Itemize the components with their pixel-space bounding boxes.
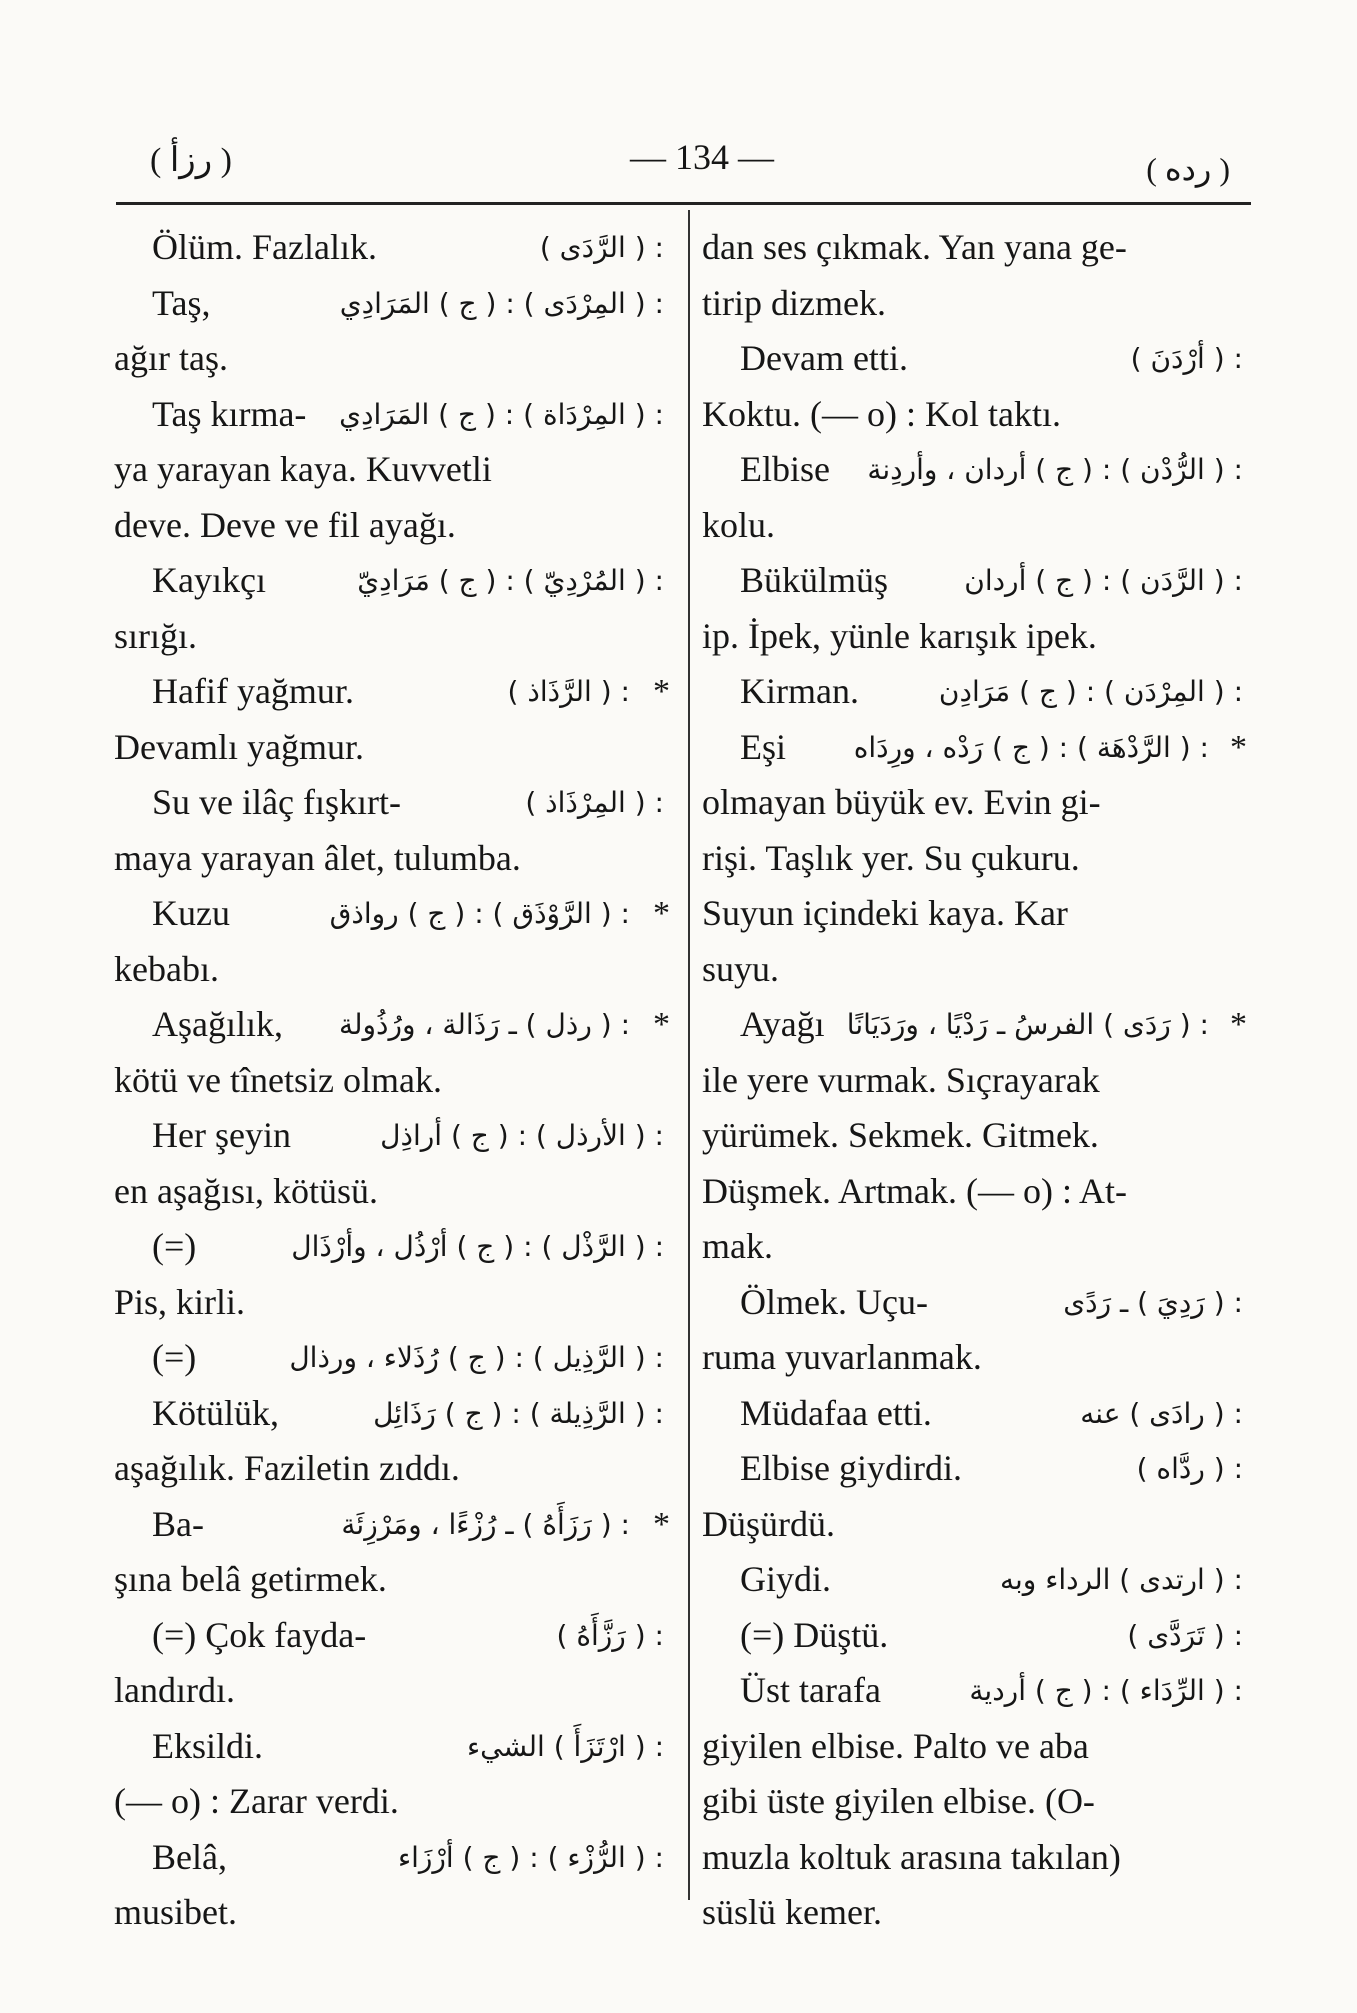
line-text: Ölmek. Uçu-: [740, 1281, 928, 1322]
line-text: Eşi: [740, 726, 787, 767]
arabic-headword: : ( الرَّذِيلة ) : ( ج ) رَذَائِل: [373, 1396, 664, 1430]
page-number: — 134 —: [630, 137, 774, 177]
line-text: muzla koltuk arasına takılan): [702, 1836, 1121, 1877]
header-right-word: ( رده ): [1146, 151, 1230, 187]
line-text: Bükülmüş: [740, 560, 889, 600]
line-text: deve. Deve ve fil ayağı.: [114, 504, 456, 545]
arabic-headword: : ( رادَى ) عنه: [1080, 1396, 1243, 1430]
dictionary-line: [702, 498, 1247, 554]
dictionary-line: [114, 1219, 670, 1275]
line-text: Devamlı yağmur.: [114, 726, 364, 767]
dictionary-line: [702, 1774, 1247, 1830]
line-text: Düşmek. Artmak. (— o) : At-: [702, 1170, 1127, 1211]
arabic-headword: : ( الرَّدْهَة ) : ( ج ) رَدْه ، ورِدَاه: [853, 730, 1209, 764]
line-text: Koktu. (— o) : Kol taktı.: [702, 393, 1061, 434]
line-text: süslü kemer.: [702, 1892, 882, 1932]
line-text: kolu.: [702, 504, 776, 545]
line-text: Belâ,: [152, 1836, 227, 1877]
entry-star-marker: *: [653, 1505, 670, 1543]
arabic-headword: : ( الرِّدَاء ) : ( ج ) أردية: [969, 1674, 1243, 1707]
dictionary-line: [114, 1774, 670, 1830]
arabic-headword: : ( ردَّاه ): [1136, 1452, 1243, 1485]
line-text: Devam etti.: [740, 338, 908, 378]
line-text: ip. İpek, yünle karışık ipek.: [702, 615, 1097, 656]
dictionary-line: [702, 553, 1247, 609]
line-text: Müdafaa etti.: [740, 1392, 932, 1433]
arabic-headword: : ( الرَّذِيل ) : ( ج ) رُذَلاء ، ورذال: [289, 1341, 664, 1374]
arabic-headword: : ( الرَّوْذَق ) : ( ج ) رواذق: [329, 897, 630, 930]
line-text: landırdı.: [114, 1670, 235, 1710]
line-text: Kötülük,: [152, 1392, 280, 1433]
arabic-headword: : ( الرُّزْء ) : ( ج ) أرْزَاء: [397, 1840, 664, 1874]
line-text: şına belâ getirmek.: [114, 1559, 387, 1599]
dictionary-line: [702, 775, 1247, 831]
dictionary-line: [702, 1885, 1247, 1941]
dictionary-line: [114, 720, 670, 776]
arabic-headword: : ( الأرذل ) : ( ج ) أراذِل: [380, 1119, 664, 1152]
dictionary-line: [702, 1497, 1247, 1553]
line-text: Suyun içindeki kaya. Kar: [702, 893, 1068, 933]
dictionary-line: [702, 886, 1247, 942]
dictionary-line: [114, 331, 670, 387]
line-text: dan ses çıkmak. Yan yana ge-: [702, 227, 1127, 267]
line-text: gibi üste giyilen elbise. (O-: [702, 1781, 1095, 1821]
line-text: Ölüm. Fazlalık.: [152, 227, 377, 267]
line-text: Hafif yağmur.: [152, 671, 354, 711]
dictionary-line: [702, 997, 1247, 1053]
dictionary-line: [114, 1108, 670, 1164]
dictionary-line: [114, 1608, 670, 1664]
arabic-headword: : ( الرَّذْل ) : ( ج ) أرْذُل ، وأرْذَال: [291, 1230, 664, 1263]
line-text: (=): [152, 1226, 197, 1266]
dictionary-line: [114, 220, 670, 276]
line-text: ruma yuvarlanmak.: [702, 1337, 982, 1377]
arabic-headword: : ( أرْدَنَ ): [1130, 342, 1243, 375]
dictionary-line: [702, 442, 1247, 498]
dictionary-line: [702, 1719, 1247, 1775]
dictionary-line: [114, 609, 670, 665]
line-text: musibet.: [114, 1892, 237, 1932]
line-text: Taş kırma-: [152, 393, 307, 434]
dictionary-line: [114, 1441, 670, 1497]
dictionary-line: [114, 997, 670, 1053]
entry-star-marker: *: [653, 895, 670, 932]
line-text: ağır taş.: [114, 338, 228, 378]
line-text: rişi. Taşlık yer. Su çukuru.: [702, 837, 1080, 878]
line-text: maya yarayan âlet, tulumba.: [114, 837, 521, 878]
arabic-headword: : ( الرُّدْن ) : ( ج ) أردان ، وأردِنة: [867, 453, 1243, 486]
line-text: tirip dizmek.: [702, 282, 886, 323]
line-text: Eksildi.: [152, 1725, 264, 1766]
dictionary-line: [702, 1663, 1247, 1719]
arabic-headword: : ( المِرْدَى ) : ( ج ) المَرَادِي: [339, 286, 664, 320]
dictionary-line: [702, 1330, 1247, 1386]
line-text: aşağılık. Faziletin zıddı.: [114, 1448, 460, 1488]
arabic-headword: : ( ارتدى ) الرداء وبه: [1000, 1563, 1243, 1596]
line-text: Kuzu: [152, 893, 230, 933]
dictionary-line: [114, 942, 670, 998]
line-text: Taş,: [152, 282, 211, 323]
line-text: ya yarayan kaya. Kuvvetli: [114, 449, 492, 489]
dictionary-line: [114, 1663, 670, 1719]
dictionary-line: [114, 276, 670, 332]
line-text: (=) Çok fayda-: [152, 1614, 367, 1655]
line-text: kötü ve tînetsiz olmak.: [114, 1059, 442, 1100]
arabic-headword: : ( رَزَأَهُ ) ـ رُزْءًا ، ومَرْزِئَة: [341, 1507, 630, 1541]
dictionary-line: [114, 886, 670, 942]
dictionary-line: [114, 1552, 670, 1608]
header-left-word: ( رزأ ): [150, 142, 232, 179]
line-text: Üst tarafa: [740, 1670, 881, 1710]
dictionary-line: [114, 1275, 670, 1331]
line-text: (=) Düştü.: [740, 1614, 889, 1655]
line-text: Su ve ilâç fışkırt-: [152, 782, 401, 822]
line-text: en aşağısı, kötüsü.: [114, 1170, 378, 1211]
line-text: Aşağılık,: [152, 1004, 283, 1044]
dictionary-line: [702, 1552, 1247, 1608]
entry-star-marker: *: [1230, 728, 1247, 766]
arabic-headword: : ( رذل ) ـ رَذَالة ، ورُذُولة: [338, 1008, 630, 1041]
line-text: suyu.: [702, 948, 780, 989]
arabic-headword: : ( الرَّدَى ): [539, 231, 664, 264]
line-text: Kayıkçı: [152, 560, 266, 600]
column-divider: [688, 210, 690, 1900]
line-text: (— o) : Zarar verdi.: [114, 1781, 399, 1821]
dictionary-line: [114, 1497, 670, 1553]
line-text: (=): [152, 1337, 197, 1377]
line-text: Düşürdü.: [702, 1503, 835, 1544]
dictionary-line: [114, 1719, 670, 1775]
entry-star-marker: *: [653, 673, 670, 710]
right-column: [702, 220, 1247, 1941]
dictionary-line: [702, 942, 1247, 998]
page-header: [120, 137, 1250, 190]
dictionary-line: [114, 1386, 670, 1442]
arabic-headword: : ( ارْتَزَأَ ) الشيء: [467, 1729, 664, 1763]
dictionary-line: [702, 1830, 1247, 1886]
dictionary-line: [114, 1164, 670, 1220]
line-text: yürümek. Sekmek. Gitmek.: [702, 1115, 1099, 1155]
line-text: mak.: [702, 1226, 773, 1266]
line-text: ile yere vurmak. Sıçrayarak: [702, 1059, 1100, 1100]
entry-star-marker: *: [1230, 1006, 1247, 1043]
dictionary-line: [114, 387, 670, 443]
dictionary-line: [114, 831, 670, 887]
dictionary-line: [702, 1275, 1247, 1331]
dictionary-line: [114, 442, 670, 498]
dictionary-line: [702, 387, 1247, 443]
line-text: Ba-: [152, 1503, 204, 1544]
line-text: Elbise giydirdi.: [740, 1448, 962, 1488]
arabic-headword: : ( رَدَى ) الفرسُ ـ رَدْيًا ، ورَدَيَانًا: [846, 1008, 1209, 1041]
line-text: sırığı.: [114, 615, 198, 656]
dictionary-line: [114, 1830, 670, 1886]
line-text: kebabı.: [114, 948, 219, 989]
dictionary-line: [702, 720, 1247, 776]
dictionary-line: [702, 1108, 1247, 1164]
dictionary-line: [114, 775, 670, 831]
dictionary-line: [114, 498, 670, 554]
dictionary-line: [114, 1885, 670, 1941]
dictionary-line: [702, 331, 1247, 387]
line-text: giyilen elbise. Palto ve aba: [702, 1725, 1089, 1766]
line-text: Ayağı: [740, 1004, 825, 1044]
arabic-headword: : ( المِرْدَاة ) : ( ج ) المَرَادِي: [339, 397, 664, 431]
line-text: olmayan büyük ev. Evin gi-: [702, 782, 1101, 822]
arabic-headword: : ( رَزَّأَهُ ): [556, 1618, 664, 1652]
line-text: Kirman.: [740, 671, 859, 711]
dictionary-line: [702, 276, 1247, 332]
line-text: Elbise: [740, 449, 830, 489]
line-text: Giydi.: [740, 1559, 832, 1599]
line-text: Pis, kirli.: [114, 1281, 246, 1322]
dictionary-line: [114, 1053, 670, 1109]
dictionary-line: [702, 831, 1247, 887]
left-column: [114, 220, 670, 1941]
arabic-headword: : ( رَدِيَ ) ـ رَدًى: [1063, 1285, 1243, 1319]
arabic-headword: : ( المُرْدِيّ ) : ( ج ) مَرَادِيّ: [357, 564, 664, 597]
line-text: Her şeyin: [152, 1115, 291, 1155]
arabic-headword: : ( المِرْذَاذ ): [525, 786, 664, 819]
arabic-headword: : ( الرَّدَن ) : ( ج ) أردان: [964, 564, 1243, 597]
dictionary-line: [702, 609, 1247, 665]
dictionary-line: [702, 220, 1247, 276]
dictionary-line: [702, 1164, 1247, 1220]
arabic-headword: : ( المِرْدَن ) : ( ج ) مَرَادِن: [938, 675, 1243, 708]
entry-star-marker: *: [653, 1006, 670, 1043]
dictionary-line: [702, 1608, 1247, 1664]
dictionary-line: [702, 1441, 1247, 1497]
dictionary-line: [702, 664, 1247, 720]
dictionary-line: [114, 553, 670, 609]
arabic-headword: : ( تَرَدَّى ): [1127, 1618, 1243, 1652]
dictionary-line: [114, 664, 670, 720]
dictionary-line: [114, 1330, 670, 1386]
dictionary-line: [702, 1219, 1247, 1275]
dictionary-line: [702, 1386, 1247, 1442]
header-rule: [116, 202, 1251, 205]
dictionary-line: [702, 1053, 1247, 1109]
arabic-headword: : ( الرَّذَاذ ): [507, 675, 630, 708]
